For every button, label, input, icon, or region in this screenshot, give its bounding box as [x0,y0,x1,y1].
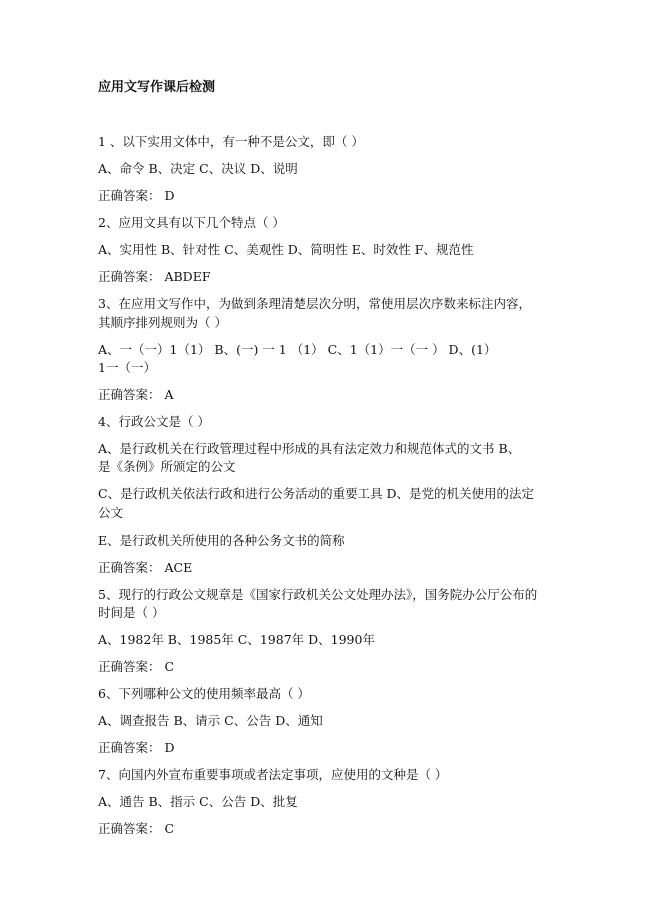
q1-options: A、命令 B、决定 C、决议 D、说明 [98,161,298,176]
q5-answer: 正确答案： C [98,659,175,674]
q3-options-line2: 1一（一） [98,360,156,375]
q4-option-a-line1: A、是行政机关在行政管理过程中形成的具有法定效力和规范体式的文书 B、 [98,441,521,456]
q1-answer: 正确答案： D [98,188,175,203]
q4-option-e: E、是行政机关所使用的各种公务文书的简称 [98,533,345,548]
q6-answer: 正确答案： D [98,740,175,755]
q1-question: 1 、以下实用文体中，有一种不是公文，即（ ） [98,134,364,149]
q7-answer: 正确答案： C [98,821,175,836]
q6-options: A、调查报告 B、请示 C、公告 D、通知 [98,713,323,728]
q5-question-line2: 时间是（ ） [98,605,165,620]
q3-question-line1: 3、在应用文写作中，为做到条理清楚层次分明，常使用层次序数来标注内容， [98,296,531,311]
q4-option-d-line2: 公文 [98,505,124,520]
q7-question: 7、向国内外宣布重要事项或者法定事项，应使用的文种是（ ） [98,767,448,782]
q4-option-cd-line1: C、是行政机关依法行政和进行公务活动的重要工具 D、是党的机关使用的法定 [98,486,535,501]
q5-options: A、1982年 B、1985年 C、1987年 D、1990年 [98,632,375,647]
q6-question: 6、下列哪种公文的使用频率最高（ ） [98,686,310,701]
q2-answer: 正确答案： ABDEF [98,269,211,284]
q4-answer: 正确答案： ACE [98,560,193,575]
q3-question-line2: 其顺序排列规则为（ ） [98,315,227,330]
q4-option-b-line2: 是《条例》所颁定的公文 [98,459,236,474]
q5-question-line1: 5、现行的行政公文规章是《国家行政机关公文处理办法》，国务院办公厅公布的 [98,587,538,602]
q2-question: 2、应用文具有以下几个特点（ ） [98,215,285,230]
document-title: 应用文写作课后检测 [98,80,216,95]
q3-answer: 正确答案： A [98,387,174,402]
q4-question: 4、行政公文是（ ） [98,414,210,429]
q2-options: A、实用性 B、针对性 C、美观性 D、简明性 E、时效性 F、规范性 [98,242,474,257]
q3-options-line1: A、一（一）1（1） B、(一) 一 1 （1） C、1（1）一（一 ） D、(1） [98,342,497,357]
q7-options: A、通告 B、指示 C、公告 D、批复 [98,794,298,809]
